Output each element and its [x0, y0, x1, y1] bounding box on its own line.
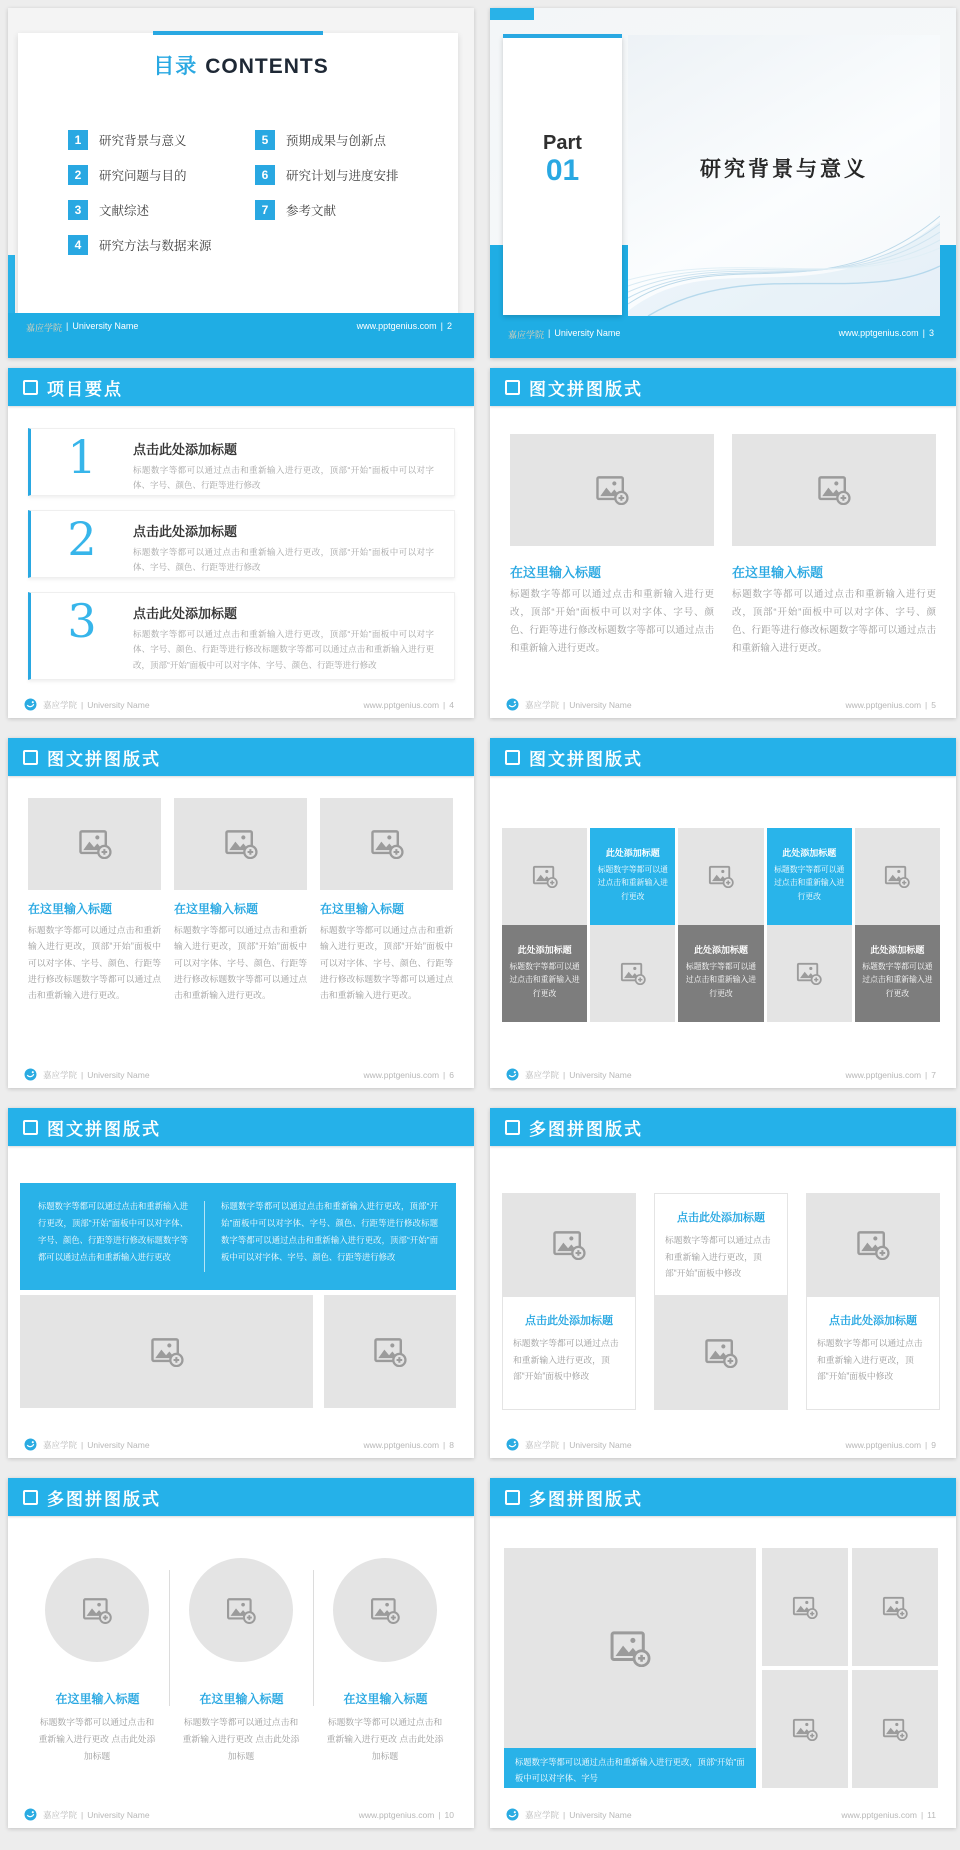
- slide-header-title: 多图拼图版式: [47, 1489, 161, 1509]
- title-accent-line: [153, 31, 323, 35]
- top-accent-chip: [490, 8, 534, 20]
- image-placeholder: [590, 925, 675, 1022]
- keypoint-row: [28, 592, 455, 680]
- image-placeholder: [767, 925, 852, 1022]
- part-panel-accent-line: [503, 34, 622, 38]
- mosaic-text-tile: 此处添加标题 标题数字等都可以通过点击和重新输入进行更改: [767, 828, 852, 925]
- footer-page-number: 5: [931, 699, 936, 710]
- image-placeholder-icon: [620, 962, 646, 985]
- slide-header-title: 项目要点: [47, 379, 123, 399]
- slide-header-bar: [8, 1478, 474, 1516]
- image-placeholder: [502, 1193, 636, 1296]
- image-placeholder: [852, 1670, 938, 1788]
- image-placeholder: [504, 1548, 756, 1748]
- image-placeholder-icon: [708, 865, 734, 888]
- toc-number-badge: 3: [68, 200, 88, 220]
- slide-header-bar: [490, 368, 956, 406]
- image-placeholder-icon: [792, 1596, 818, 1619]
- slide-header-bar: [8, 1108, 474, 1146]
- slide-footer: 嘉应学院 | University Name www.pptgenius.com | 5: [506, 698, 940, 711]
- slide-collage[interactable]: [490, 1478, 956, 1828]
- toc-item: 4 研究方法与数据来源: [68, 235, 212, 255]
- university-logo-icon: [506, 1438, 519, 1451]
- slide-toc[interactable]: [8, 8, 474, 358]
- block-text: 标题数字等都可以通过点击和重新输入进行更改，顶部“开始”面板中可以对字体、字号、颜色、行距等进行修改标题数字等都可以通过点击和重新输入进行更改。: [320, 925, 453, 1001]
- square-bullet-icon: [23, 750, 38, 765]
- block-text: 标题数字等都可以通过点击和重新输入进行更改，顶部“开始”面板中可以对字体、字号、颜色、行距等进行修改标题数字等都可以通过点击和重新输入进行更改。: [28, 925, 161, 1001]
- university-logo-icon: [506, 1808, 519, 1821]
- footer-site: www.pptgenius.com: [845, 699, 922, 710]
- footer-site: www.pptgenius.com: [841, 1809, 917, 1820]
- image-placeholder-icon: [796, 962, 822, 985]
- slide-header-title: 图文拼图版式: [529, 749, 643, 769]
- university-logo-icon: [24, 698, 37, 711]
- image-placeholder-icon: [882, 1596, 908, 1619]
- slide-footer-bar: 嘉应学院 | University Name www.pptgenius.com | 2: [8, 313, 474, 358]
- slide-footer: 嘉应学院 | University Name www.pptgenius.com | 9: [506, 1438, 940, 1451]
- block-title: 在这里输入标题: [55, 1692, 140, 1706]
- text-band-panel: [20, 1183, 456, 1290]
- block-text: 标题数字等都可以通过点击和重新输入进行更改 点击此处添加标题: [38, 1717, 156, 1762]
- keypoint-number: 3: [67, 594, 97, 648]
- block-title: 在这里输入标题: [343, 1692, 428, 1706]
- part-label: Part: [543, 132, 582, 155]
- image-placeholder: [654, 1296, 788, 1410]
- toc-number-badge: 4: [68, 235, 88, 255]
- toc-item: 3 文献综述: [68, 200, 212, 220]
- slide-header-title: 图文拼图版式: [47, 1119, 161, 1139]
- column-divider: [313, 1570, 314, 1706]
- toc-column-left: [68, 130, 212, 270]
- footer-brand: 嘉应学院: [525, 699, 560, 710]
- university-logo-icon: [24, 1068, 37, 1081]
- block-title: 在这里输入标题: [199, 1692, 284, 1706]
- footer-page-number: 11: [927, 1809, 936, 1820]
- footer-page-number: 10: [444, 1809, 454, 1820]
- footer-brand: 嘉应学院: [43, 1069, 78, 1080]
- image-placeholder: [806, 1193, 940, 1296]
- keypoint-number: 2: [67, 512, 97, 566]
- image-placeholder: [502, 828, 587, 925]
- slide-two-pictures[interactable]: [490, 368, 956, 718]
- footer-site: www.pptgenius.com: [838, 328, 919, 338]
- slide-textband[interactable]: [8, 1108, 474, 1458]
- keypoint-text: 标题数字等都可以通过点击和重新输入进行更改，顶部“开始”面板中可以对字体、字号、颜色、行距等进行修改: [133, 465, 434, 491]
- block-text: 标题数字等都可以通过点击和重新输入进行更改，顶部“开始”面板中可以对字体、字号、颜色、行距等进行修改标题数字等都可以通过点击和重新输入进行更改。: [174, 925, 307, 1001]
- keypoint-number: 1: [67, 430, 97, 484]
- toc-item: 7 参考文献: [255, 200, 399, 220]
- square-bullet-icon: [505, 750, 520, 765]
- keypoint-title: 点击此处添加标题: [133, 442, 238, 457]
- part-number: 01: [545, 154, 580, 188]
- footer-university: University Name: [569, 699, 632, 710]
- toc-title: [8, 50, 474, 80]
- footer-university: University Name: [87, 699, 150, 710]
- block-title: 在这里输入标题: [732, 565, 824, 580]
- square-bullet-icon: [23, 1490, 38, 1505]
- image-placeholder-icon: [884, 865, 910, 888]
- image-placeholder: [678, 828, 763, 925]
- image-placeholder: [320, 798, 453, 890]
- footer-site: www.pptgenius.com: [363, 1069, 440, 1080]
- circle-image-placeholder: [189, 1558, 293, 1662]
- footer-university: University Name: [87, 1069, 150, 1080]
- image-placeholder: [732, 434, 936, 546]
- part-panel: [503, 36, 622, 315]
- university-logo-icon: [24, 1808, 37, 1821]
- footer-university: University Name: [554, 328, 621, 338]
- slide-multipic-cards[interactable]: [490, 1108, 956, 1458]
- toc-number-badge: 7: [255, 200, 275, 220]
- block-text: 标题数字等都可以通过点击和重新输入进行更改，顶部“开始”面板中可以对字体、字号、颜色、行距等进行修改标题数字等都可以通过点击和重新输入进行更改。: [732, 589, 936, 655]
- slide-header-bar: [490, 1108, 956, 1146]
- footer-site: www.pptgenius.com: [356, 321, 437, 331]
- footer-brand: 嘉应学院: [525, 1439, 560, 1450]
- image-placeholder-icon: [224, 829, 258, 859]
- keypoint-text: 标题数字等都可以通过点击和重新输入进行更改，顶部“开始”面板中可以对字体、字号、颜色、行距等进行修改: [133, 547, 434, 573]
- image-placeholder: [852, 1548, 938, 1666]
- footer-site: www.pptgenius.com: [363, 699, 440, 710]
- image-placeholder-icon: [856, 1230, 890, 1260]
- image-placeholder: [762, 1548, 848, 1666]
- square-bullet-icon: [23, 380, 38, 395]
- slide-three-pictures[interactable]: [8, 738, 474, 1088]
- footer-university: University Name: [569, 1439, 632, 1450]
- image-placeholder-icon: [226, 1597, 256, 1624]
- section-image-panel: [628, 35, 940, 316]
- mosaic-text-tile: 此处添加标题 标题数字等都可以通过点击和重新输入进行更改: [678, 925, 763, 1022]
- image-placeholder-icon: [595, 475, 629, 505]
- slide-footer: 嘉应学院 | University Name www.pptgenius.com | 10: [24, 1808, 458, 1821]
- footer-brand: 嘉应学院: [525, 1809, 560, 1820]
- footer-site: www.pptgenius.com: [845, 1069, 922, 1080]
- image-placeholder-icon: [609, 1630, 651, 1667]
- slide-header-bar: [490, 1478, 956, 1516]
- image-placeholder: [174, 798, 307, 890]
- footer-site: www.pptgenius.com: [358, 1809, 435, 1820]
- slide-header-bar: [8, 368, 474, 406]
- square-bullet-icon: [505, 380, 520, 395]
- slide-header-bar: [8, 738, 474, 776]
- footer-brand: 嘉应学院: [43, 1439, 78, 1450]
- image-placeholder-icon: [373, 1337, 407, 1367]
- toc-item: 1 研究背景与意义: [68, 130, 212, 150]
- image-placeholder-icon: [817, 475, 851, 505]
- circle-image-placeholder: [45, 1558, 149, 1662]
- wave-decoration: [628, 186, 940, 316]
- slide-footer: 嘉应学院 | University Name www.pptgenius.com | 11: [506, 1808, 940, 1821]
- block-title: 在这里输入标题: [174, 902, 259, 916]
- footer-page-number: 4: [449, 699, 454, 710]
- image-placeholder: [324, 1295, 456, 1408]
- image-placeholder-icon: [78, 829, 112, 859]
- slide-circle-pictures[interactable]: [8, 1478, 474, 1828]
- section-title: 研究背景与意义: [700, 158, 868, 181]
- slide-footer: 嘉应学院 | University Name www.pptgenius.com | 8: [24, 1438, 458, 1451]
- mosaic-text-tile: 此处添加标题 标题数字等都可以通过点击和重新输入进行更改: [502, 925, 587, 1022]
- slide-keypoints[interactable]: [8, 368, 474, 718]
- footer-brand: 嘉应学院: [508, 330, 545, 340]
- image-placeholder-icon: [150, 1337, 184, 1367]
- image-placeholder: [762, 1670, 848, 1788]
- slide-mosaic[interactable]: [490, 738, 956, 1088]
- text-band-divider: [204, 1201, 205, 1272]
- left-accent-strip: [8, 255, 15, 315]
- toc-number-badge: 5: [255, 130, 275, 150]
- footer-brand: 嘉应学院: [525, 1069, 560, 1080]
- image-placeholder-icon: [370, 1597, 400, 1624]
- toc-column-right: [255, 130, 399, 235]
- keypoint-title: 点击此处添加标题: [133, 606, 238, 621]
- block-title: 在这里输入标题: [510, 565, 602, 580]
- footer-site: www.pptgenius.com: [845, 1439, 922, 1450]
- slide-footer: 嘉应学院 | University Name www.pptgenius.com | 7: [506, 1068, 940, 1081]
- slide-header-title: 图文拼图版式: [47, 749, 161, 769]
- column-divider: [169, 1570, 170, 1706]
- toc-title-en: CONTENTS: [205, 55, 329, 78]
- footer-university: University Name: [72, 321, 139, 331]
- slide-section-part01[interactable]: [490, 8, 956, 358]
- image-placeholder: [855, 828, 940, 925]
- image-placeholder: [28, 798, 161, 890]
- image-placeholder-icon: [882, 1718, 908, 1741]
- footer-university: University Name: [569, 1809, 632, 1820]
- footer-page-number: 9: [931, 1439, 936, 1450]
- image-placeholder-icon: [370, 829, 404, 859]
- toc-item: 6 研究计划与进度安排: [255, 165, 399, 185]
- square-bullet-icon: [505, 1120, 520, 1135]
- toc-item: 5 预期成果与创新点: [255, 130, 399, 150]
- image-placeholder: [510, 434, 714, 546]
- block-title: 在这里输入标题: [28, 902, 113, 916]
- footer-site: www.pptgenius.com: [363, 1439, 440, 1450]
- text-card: 点击此处添加标题 标题数字等都可以通过点击和重新输入进行更改，顶部“开始”面板中修改: [654, 1193, 788, 1296]
- text-card: 点击此处添加标题 标题数字等都可以通过点击和重新输入进行更改，顶部“开始”面板中修改: [806, 1296, 940, 1410]
- university-logo-icon: [24, 1438, 37, 1451]
- toc-title-cn: 目录: [153, 55, 198, 78]
- university-logo-icon: [506, 698, 519, 711]
- footer-university: University Name: [569, 1069, 632, 1080]
- slide-header-bar: [490, 738, 956, 776]
- image-placeholder-icon: [82, 1597, 112, 1624]
- block-text: 标题数字等都可以通过点击和重新输入进行更改 点击此处添加标题: [182, 1717, 300, 1762]
- slide-header-title: 多图拼图版式: [529, 1119, 643, 1139]
- text-card: 点击此处添加标题 标题数字等都可以通过点击和重新输入进行更改，顶部“开始”面板中修改: [502, 1296, 636, 1410]
- university-logo-icon: [506, 1068, 519, 1081]
- footer-brand: 嘉应学院: [43, 699, 78, 710]
- keypoint-title: 点击此处添加标题: [133, 524, 238, 539]
- block-text: 标题数字等都可以通过点击和重新输入进行更改，顶部“开始”面板中可以对字体、字号、颜色、行距等进行修改标题数字等都可以通过点击和重新输入进行更改。: [510, 589, 714, 655]
- toc-number-badge: 6: [255, 165, 275, 185]
- text-band-left: 标题数字等都可以通过点击和重新输入进行更改，顶部“开始”面板中可以对字体、字号、颜色、行距等进行修改标题数字等都可以通过点击和重新输入进行更改: [38, 1201, 188, 1262]
- toc-number-badge: 2: [68, 165, 88, 185]
- slide-footer: 嘉应学院 | University Name www.pptgenius.com | 6: [24, 1068, 458, 1081]
- footer-brand: 嘉应学院: [43, 1809, 78, 1820]
- keypoint-row: [28, 428, 455, 496]
- slide-footer-bar: 嘉应学院 | University Name www.pptgenius.com | 3: [508, 328, 934, 340]
- image-placeholder: [20, 1295, 313, 1408]
- footer-page-number: 3: [928, 328, 934, 338]
- footer-page-number: 2: [446, 321, 452, 331]
- image-placeholder-icon: [532, 865, 558, 888]
- image-placeholder-icon: [792, 1718, 818, 1741]
- square-bullet-icon: [505, 1490, 520, 1505]
- toc-number-badge: 1: [68, 130, 88, 150]
- slide-footer: 嘉应学院 | University Name www.pptgenius.com | 4: [24, 698, 458, 711]
- footer-university: University Name: [87, 1439, 150, 1450]
- image-placeholder-icon: [552, 1230, 586, 1260]
- image-placeholder-icon: [704, 1338, 738, 1368]
- text-band-right: 标题数字等都可以通过点击和重新输入进行更改，顶部“开始”面板中可以对字体、字号、颜色、行距等进行修改标题数字等都可以通过点击和重新输入进行更改，顶部“开始”面板中可以对字体、字号、颜色、行距等进行修改: [221, 1201, 438, 1262]
- mosaic-text-tile: 此处添加标题 标题数字等都可以通过点击和重新输入进行更改: [590, 828, 675, 925]
- footer-page-number: 7: [931, 1069, 936, 1080]
- slide-header-title: 多图拼图版式: [529, 1489, 643, 1509]
- toc-item: 2 研究问题与目的: [68, 165, 212, 185]
- slide-header-title: 图文拼图版式: [529, 379, 643, 399]
- block-text: 标题数字等都可以通过点击和重新输入进行更改 点击此处添加标题: [326, 1717, 444, 1762]
- footer-page-number: 8: [449, 1439, 454, 1450]
- circle-image-placeholder: [333, 1558, 437, 1662]
- square-bullet-icon: [23, 1120, 38, 1135]
- mosaic-text-tile: 此处添加标题 标题数字等都可以通过点击和重新输入进行更改: [855, 925, 940, 1022]
- footer-university: University Name: [87, 1809, 150, 1820]
- block-title: 在这里输入标题: [320, 902, 405, 916]
- caption-banner: 标题数字等都可以通过点击和重新输入进行更改，顶部“开始”面板中可以对字体、字号: [504, 1748, 756, 1788]
- footer-brand: 嘉应学院: [26, 323, 63, 333]
- mosaic-grid: [502, 828, 940, 1022]
- footer-page-number: 6: [449, 1069, 454, 1080]
- keypoint-row: [28, 510, 455, 578]
- keypoint-text: 标题数字等都可以通过点击和重新输入进行更改，顶部“开始”面板中可以对字体、字号、颜色、行距等进行修改标题数字等都可以通过点击和重新输入进行更改，顶部“开始”面板中可以对字体、字号、颜色、行距等进行修改: [133, 629, 434, 670]
